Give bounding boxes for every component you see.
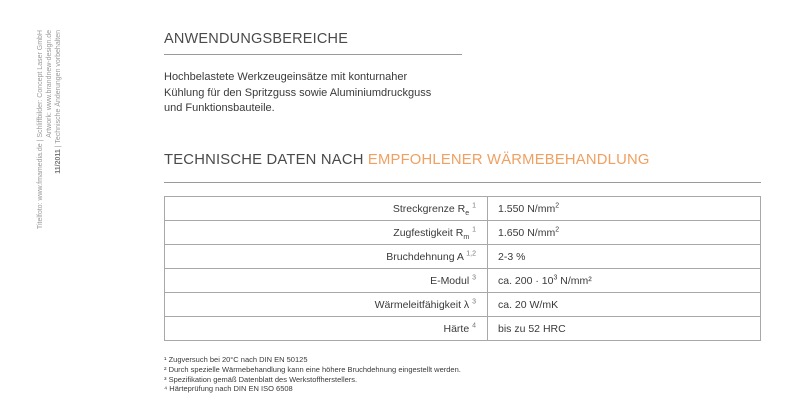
- footnote-ref: 3: [472, 274, 476, 281]
- applications-line: Hochbelastete Werkzeugeinsätze mit konturnaher: [164, 71, 408, 83]
- property-subscript: m: [463, 233, 470, 241]
- property-cell: [165, 197, 488, 221]
- value-superscript: 3: [553, 274, 558, 281]
- credit-date: 11/2011: [55, 149, 62, 174]
- value-cell: [488, 245, 761, 269]
- footnote: ² Durch spezielle Wärmebehandlung kann eine höhere Bruchdehnung eingestellt werden.: [164, 364, 461, 374]
- table-row: [165, 293, 761, 317]
- table-row: [165, 221, 761, 245]
- credit-line-photo: Titelfoto: www.fmamedia.de | Schliffbilder: Concept Laser GmbH: [37, 30, 44, 230]
- property-name: Bruchdehnung A: [386, 250, 464, 263]
- footnote-ref: 1: [472, 226, 476, 233]
- property-value: ca. 20 W/mK: [498, 298, 559, 311]
- property-value: ca. 200 · 10: [498, 274, 554, 287]
- applications-line: und Funktionsbauteile.: [164, 102, 275, 114]
- credit-line-date: [54, 30, 63, 270]
- property-cell: [165, 269, 488, 293]
- credit-disclaimer: | Technische Änderungen vorbehalten: [55, 30, 62, 150]
- footnote: ⁴ Härteprüfung nach DIN EN ISO 6508: [164, 384, 293, 394]
- footnote: ³ Spezifikation gemäß Datenblatt des Werkstoffherstellers.: [164, 374, 358, 384]
- value-superscript: 2: [555, 226, 560, 233]
- divider-applications: [164, 54, 462, 55]
- footnote-ref: 1,2: [466, 250, 476, 257]
- value-cell: [488, 221, 761, 245]
- divider-technical-data: [164, 182, 761, 183]
- footnote-ref: 3: [472, 298, 476, 305]
- section-title-technical-data: [164, 152, 650, 168]
- property-name: Zugfestigkeit R: [393, 226, 464, 239]
- property-subscript: e: [465, 209, 470, 217]
- footnotes: [164, 355, 461, 394]
- property-cell: [165, 293, 488, 317]
- title-accent: EMPFOHLENER WÄRMEBEHANDLUNG: [367, 152, 650, 168]
- property-value: 1.550 N/mm: [498, 202, 556, 215]
- credit-line-artwork: Artwork: www.brandnew-design.de: [46, 30, 53, 138]
- table-row: [165, 197, 761, 221]
- table-row: [165, 317, 761, 341]
- property-value: 1.650 N/mm: [498, 226, 556, 239]
- section-title-applications: ANWENDUNGSBEREICHE: [164, 31, 349, 47]
- title-plain: TECHNISCHE DATEN NACH: [164, 152, 368, 168]
- footnote-ref: 1: [472, 202, 476, 209]
- property-cell: [165, 317, 488, 341]
- value-cell: [488, 197, 761, 221]
- property-value: 2-3 %: [498, 250, 526, 263]
- property-name: Streckgrenze R: [392, 202, 466, 215]
- table-row: [165, 269, 761, 293]
- property-name: Wärmeleitfähigkeit λ: [374, 298, 470, 311]
- value-cell: [488, 293, 761, 317]
- side-credits: [36, 30, 63, 270]
- footnote: ¹ Zugversuch bei 20°C nach DIN EN 50125: [164, 355, 308, 364]
- property-name: Härte: [443, 322, 470, 335]
- footnote-ref: 4: [472, 322, 476, 329]
- value-superscript: 2: [555, 202, 560, 209]
- technical-data-table: [164, 196, 761, 341]
- value-cell: [488, 269, 761, 293]
- value-cell: [488, 317, 761, 341]
- value-unit: N/mm²: [557, 274, 592, 287]
- property-cell: [165, 221, 488, 245]
- property-value: bis zu 52 HRC: [498, 322, 566, 335]
- applications-line: Kühlung für den Spritzguss sowie Aluminiumdruckguss: [164, 86, 432, 99]
- property-name: E-Modul: [430, 274, 470, 287]
- property-cell: [165, 245, 488, 269]
- table-row: [165, 245, 761, 269]
- applications-text: [164, 70, 464, 117]
